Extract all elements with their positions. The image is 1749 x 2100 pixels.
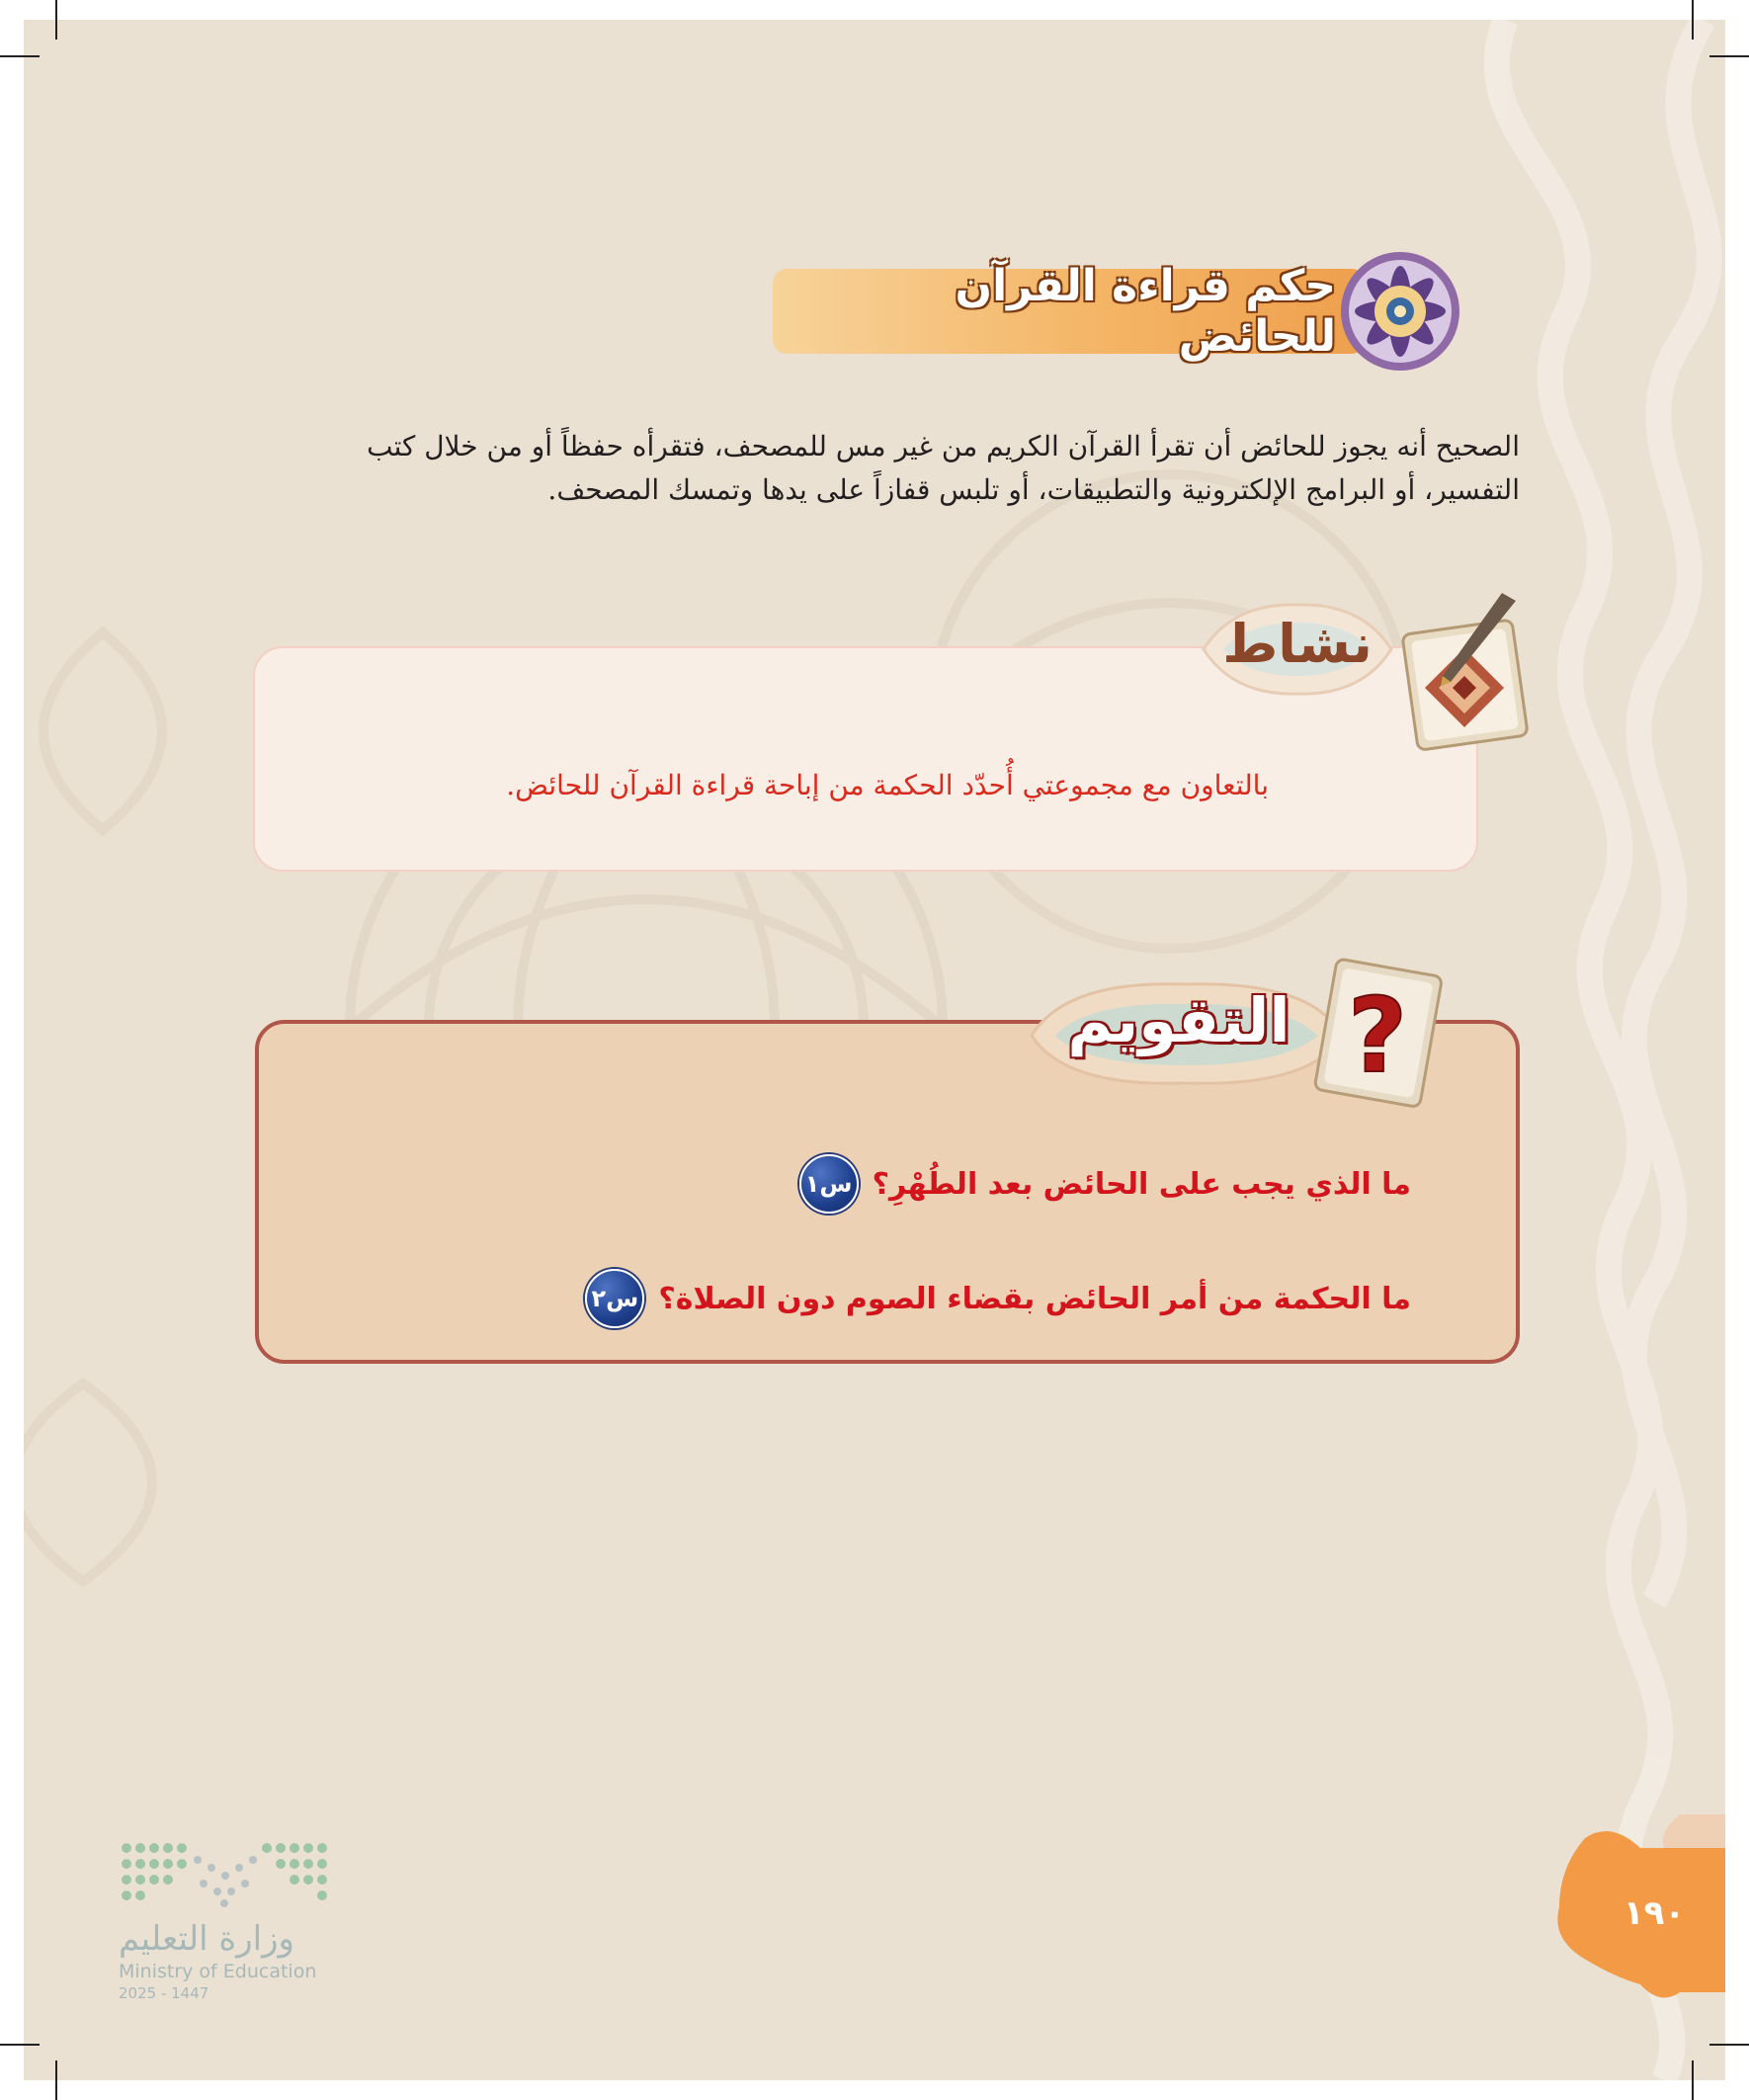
intro-line: الصحيح أنه يجوز للحائض أن تقرأ القرآن الكريم من غير مس للمصحف، فتقرأه حفظاً أو من خلال كتب: [367, 430, 1520, 462]
crop-mark: [1692, 0, 1694, 40]
textbook-page: [24, 20, 1725, 2080]
question-2-text: ما الحكمة من أمر الحائض بقضاء الصوم دون الصلاة؟: [658, 1281, 1411, 1316]
ministry-name-en: Ministry of Education: [119, 1961, 317, 1982]
question-1: [799, 1152, 1411, 1216]
svg-text:?: ?: [1347, 975, 1408, 1096]
section-title-banner: [773, 247, 1464, 376]
question-1-badge: س١: [799, 1154, 859, 1214]
notepad-pen-icon: [1391, 587, 1540, 755]
crop-mark: [0, 2044, 40, 2046]
crop-mark: [1709, 2044, 1749, 2046]
ministry-name-ar: وزارة التعليم: [119, 1919, 294, 1959]
intro-paragraph: [265, 425, 1520, 512]
crop-mark: [55, 2060, 57, 2100]
activity-instruction: بالتعاون مع مجموعتي أُحدّد الحكمة من إباحة قراءة القرآن للحائض.: [506, 769, 1269, 801]
crop-mark: [55, 0, 57, 40]
evaluation-label-text: التقويم: [1067, 984, 1291, 1056]
crop-mark: [1692, 2060, 1694, 2100]
intro-line: التفسير، أو البرامج الإلكترونية والتطبيقات، أو تلبس قفازاً على يدها وتمسك المصحف.: [547, 473, 1520, 506]
question-2: [585, 1267, 1411, 1330]
ministry-dots-logo: [119, 1840, 336, 1909]
activity-label: [1194, 595, 1401, 704]
crop-mark: [1709, 55, 1749, 57]
rosette-icon: [1336, 247, 1464, 376]
question-mark-icon: [1302, 949, 1451, 1117]
question-2-badge: س٢: [585, 1269, 644, 1328]
crop-mark: [0, 55, 40, 57]
section-title: حكم قراءة القرآن للحائض: [955, 261, 1336, 362]
activity-label-text: نشاط: [1222, 613, 1373, 675]
ministry-year: 2025 - 1447: [119, 1984, 209, 2002]
page-number: ١٩٠: [1623, 1893, 1686, 1933]
question-1-text: ما الذي يجب على الحائض بعد الطُهْرِ؟: [872, 1166, 1411, 1202]
ministry-logo: [119, 1840, 356, 2002]
